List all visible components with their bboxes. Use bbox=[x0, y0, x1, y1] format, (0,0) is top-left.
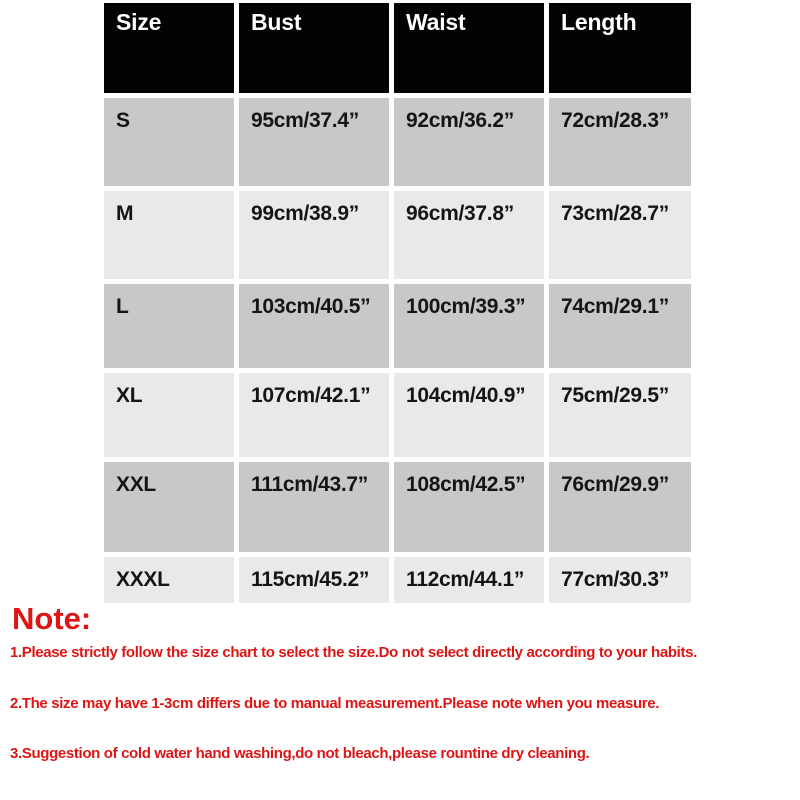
length-cell: 74cm/29.1” bbox=[549, 284, 691, 368]
table-row-xxl bbox=[104, 462, 691, 552]
bust-cell: 103cm/40.5” bbox=[239, 284, 389, 368]
size-cell: XXL bbox=[104, 462, 234, 552]
table-header-row bbox=[104, 3, 691, 93]
length-cell: 76cm/29.9” bbox=[549, 462, 691, 552]
table-row-m bbox=[104, 191, 691, 279]
note-line-3: 3.Suggestion of cold water hand washing,do not bleach,please rountine dry cleaning. bbox=[10, 745, 590, 762]
bust-cell: 115cm/45.2” bbox=[239, 557, 389, 603]
size-cell: XL bbox=[104, 373, 234, 457]
length-cell: 75cm/29.5” bbox=[549, 373, 691, 457]
size-cell: S bbox=[104, 98, 234, 186]
length-cell: 72cm/28.3” bbox=[549, 98, 691, 186]
col-header-bust: Bust bbox=[239, 3, 389, 93]
note-line-2: 2.The size may have 1-3cm differs due to manual measurement.Please note when you measure. bbox=[10, 695, 660, 712]
waist-cell: 92cm/36.2” bbox=[394, 98, 544, 186]
col-header-waist: Waist bbox=[394, 3, 544, 93]
table-row-s bbox=[104, 98, 691, 186]
bust-cell: 107cm/42.1” bbox=[239, 373, 389, 457]
table-row-xxxl bbox=[104, 557, 691, 603]
col-header-size: Size bbox=[104, 3, 234, 93]
waist-cell: 108cm/42.5” bbox=[394, 462, 544, 552]
waist-cell: 100cm/39.3” bbox=[394, 284, 544, 368]
length-cell: 73cm/28.7” bbox=[549, 191, 691, 279]
col-header-length: Length bbox=[549, 3, 691, 93]
bust-cell: 111cm/43.7” bbox=[239, 462, 389, 552]
table-row-xl bbox=[104, 373, 691, 457]
size-cell: L bbox=[104, 284, 234, 368]
note-line-1: 1.Please strictly follow the size chart to select the size.Do not select directly according to your habits. bbox=[10, 644, 697, 661]
size-cell: XXXL bbox=[104, 557, 234, 603]
size-cell: M bbox=[104, 191, 234, 279]
waist-cell: 112cm/44.1” bbox=[394, 557, 544, 603]
waist-cell: 96cm/37.8” bbox=[394, 191, 544, 279]
length-cell: 77cm/30.3” bbox=[549, 557, 691, 603]
bust-cell: 99cm/38.9” bbox=[239, 191, 389, 279]
note-heading: Note: bbox=[12, 601, 92, 636]
waist-cell: 104cm/40.9” bbox=[394, 373, 544, 457]
table-row-l bbox=[104, 284, 691, 368]
size-chart-table bbox=[99, 0, 696, 608]
bust-cell: 95cm/37.4” bbox=[239, 98, 389, 186]
